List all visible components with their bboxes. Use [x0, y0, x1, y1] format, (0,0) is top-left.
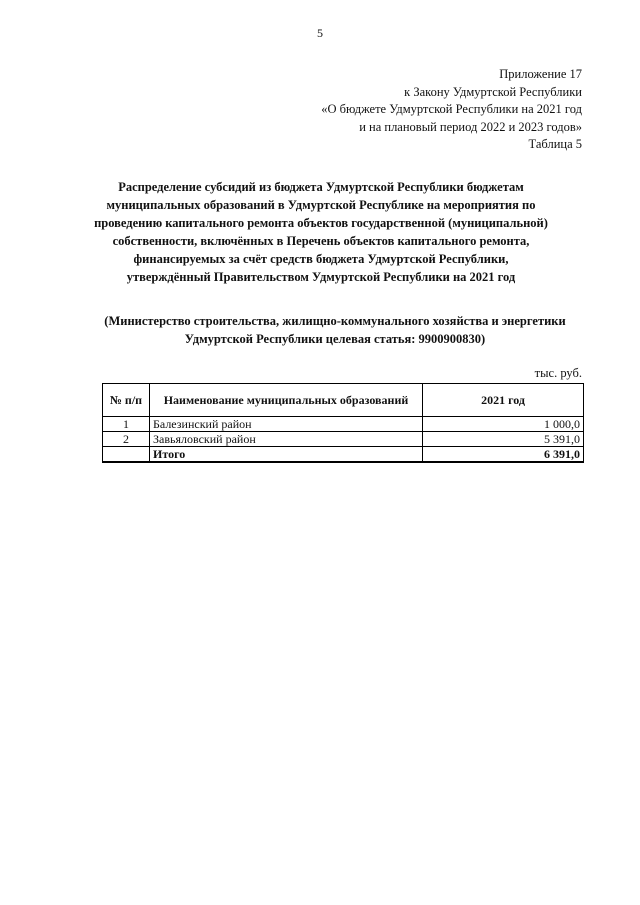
ministry-note: [90, 312, 580, 348]
table-total-row: [103, 447, 584, 463]
title-line: собственности, включённых в Перечень объектов капитального ремонта,: [112, 234, 530, 248]
appendix-line: к Закону Удмуртской Республики: [404, 84, 582, 99]
document-title: [90, 178, 552, 286]
total-label: Итого: [150, 447, 423, 463]
units-label: тыс. руб.: [534, 366, 582, 380]
row-value: 5 391,0: [423, 432, 584, 447]
total-value: 6 391,0: [423, 447, 584, 463]
header-num: № п/п: [103, 384, 150, 417]
subsidy-table: [102, 383, 584, 463]
total-num-cell: [103, 447, 150, 463]
table-number: Таблица 5: [528, 137, 582, 151]
title-line: муниципальных образований в Удмуртской Республике на мероприятия по: [106, 198, 536, 212]
row-value: 1 000,0: [423, 417, 584, 432]
table-row: [103, 432, 584, 447]
ministry-line: (Министерство строительства, жилищно-коммунального хозяйства и энергетики: [104, 314, 566, 328]
row-num: 1: [103, 417, 150, 432]
title-line: Распределение субсидий из бюджета Удмуртской Республики бюджетам: [118, 180, 524, 194]
table-header-row: [103, 384, 584, 417]
row-num: 2: [103, 432, 150, 447]
appendix-line: «О бюджете Удмуртской Республики на 2021 год: [321, 102, 582, 116]
ministry-line: Удмуртской Республики целевая статья: 9900900830): [184, 332, 486, 346]
appendix-header: [321, 66, 582, 154]
row-name: Балезинский район: [150, 417, 423, 432]
header-name: Наименование муниципальных образований: [150, 384, 423, 417]
appendix-line: Приложение 17: [499, 67, 582, 81]
page-number: 5: [317, 26, 323, 40]
table-row: [103, 417, 584, 432]
row-name: Завьяловский район: [150, 432, 423, 447]
title-line: проведению капитального ремонта объектов государственной (муниципальной): [94, 216, 548, 230]
title-line: утверждённый Правительством Удмуртской Республики на 2021 год: [126, 270, 516, 284]
appendix-line: и на плановый период 2022 и 2023 годов»: [359, 119, 582, 134]
title-line: финансируемых за счёт средств бюджета Удмуртской Республики,: [133, 252, 509, 266]
header-year: 2021 год: [423, 384, 584, 417]
